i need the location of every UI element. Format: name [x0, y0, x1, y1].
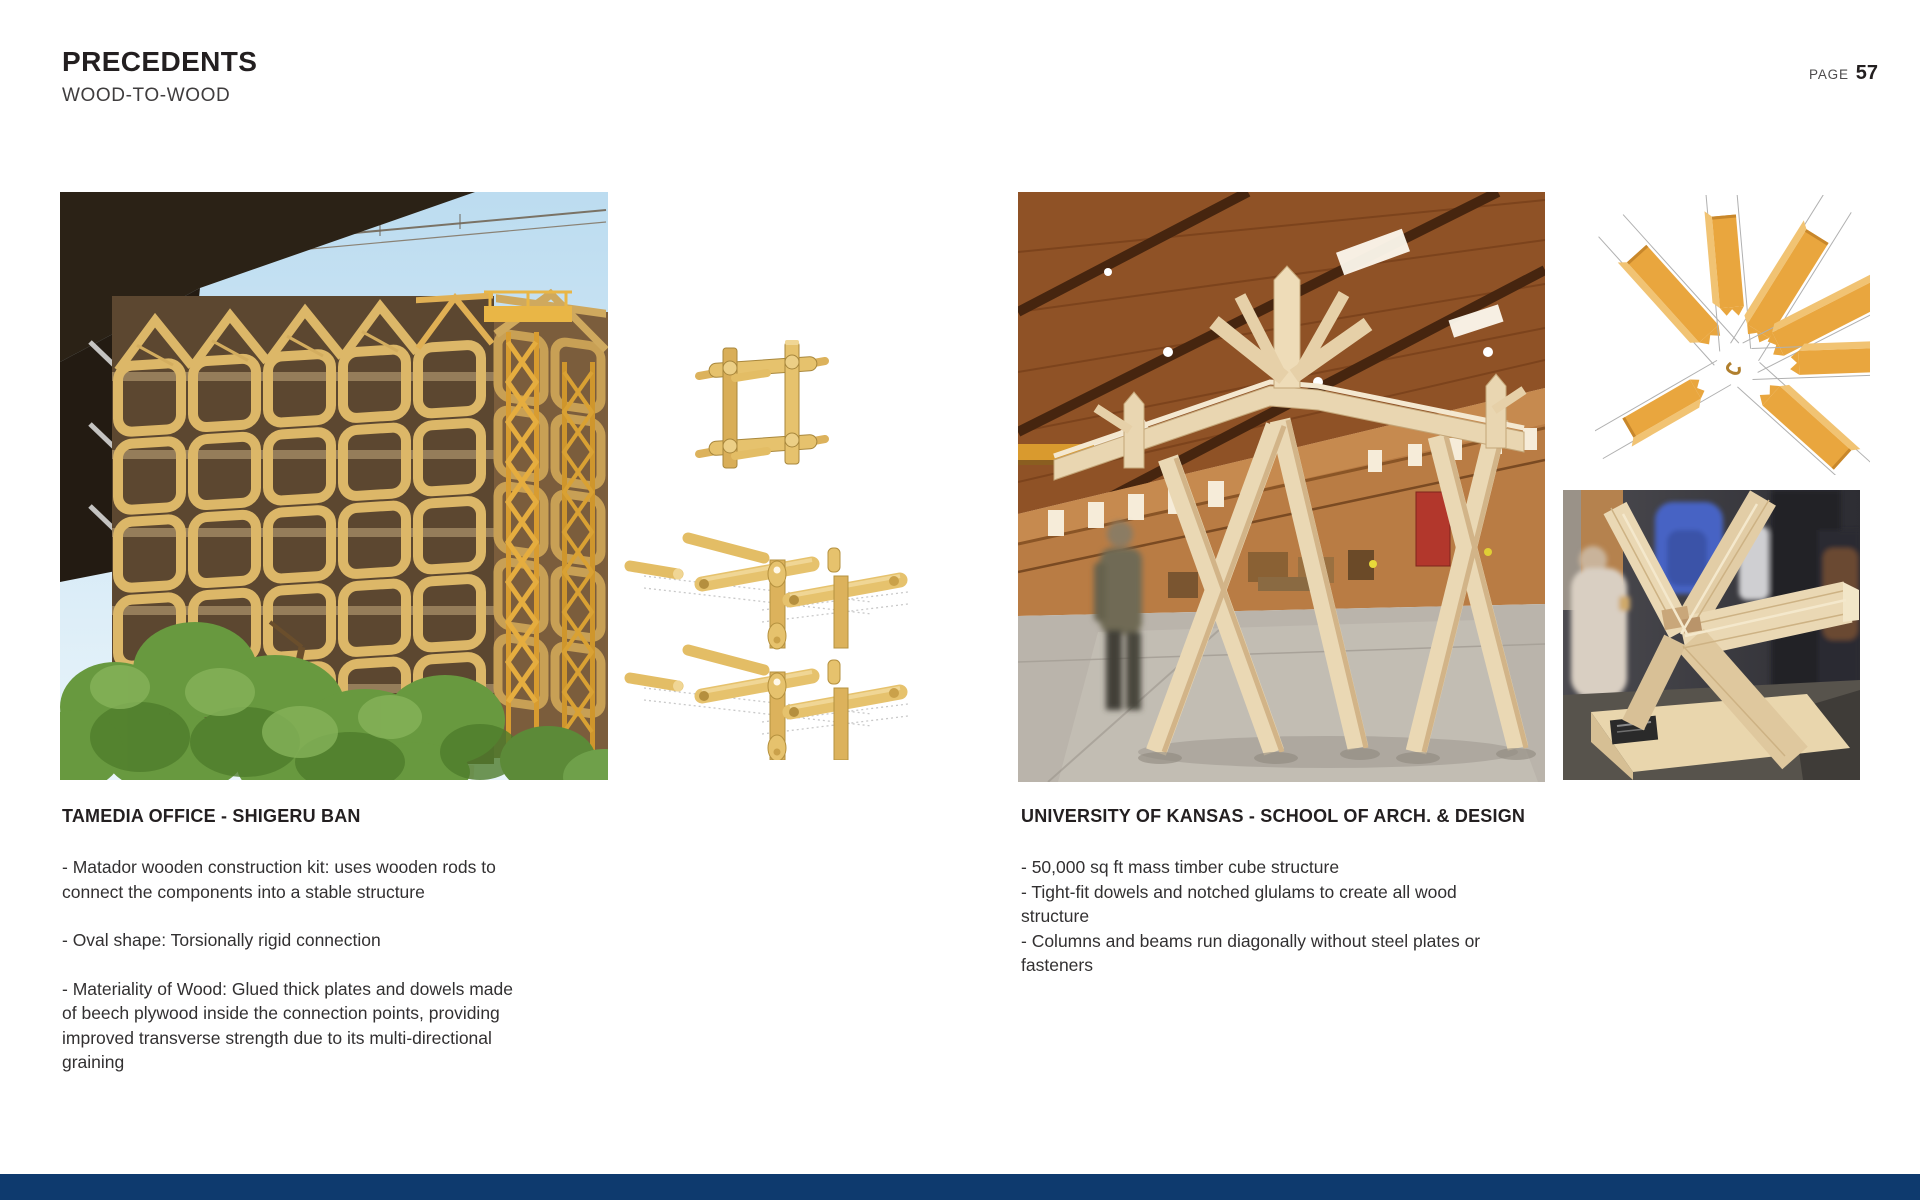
tamedia-bullet: - Matador wooden construction kit: uses wooden rods to connect the components into a stable structure	[62, 857, 496, 902]
wood-joint-assembled-diagram	[693, 340, 830, 475]
footer-bar	[0, 1174, 1920, 1200]
tamedia-photo-illustration	[60, 192, 608, 780]
header	[62, 46, 257, 107]
page-title: PRECEDENTS	[62, 46, 258, 77]
joint-exploded-illustration	[622, 518, 912, 760]
kansas-joint-exploded-diagram	[1595, 195, 1870, 475]
kansas-structure-photo	[1018, 192, 1545, 782]
joint-assembled-illustration	[693, 340, 830, 475]
page-number-label: PAGE	[1809, 67, 1849, 82]
tamedia-section	[62, 806, 532, 1099]
kansas-joint-model-photo	[1563, 490, 1860, 780]
kansas-section	[1021, 806, 1526, 978]
kansas-bullet: - Tight-fit dowels and notched glulams to create all wood structure	[1021, 881, 1457, 926]
tamedia-bullet: - Materiality of Wood: Glued thick plates and dowels made of beech plywood inside the connection points, providing improved transverse strength due to its multi-directional graining	[62, 978, 514, 1072]
kansas-photo-illustration	[1018, 192, 1545, 782]
kansas-heading: UNIVERSITY OF KANSAS - SCHOOL OF ARCH. & DESIGN	[1021, 806, 1526, 826]
page-subtitle: WOOD-TO-WOOD	[62, 85, 231, 106]
page-number	[1809, 62, 1878, 85]
tamedia-construction-photo	[60, 192, 608, 780]
joint-model-illustration	[1563, 490, 1860, 780]
page-number-value: 57	[1855, 62, 1878, 84]
kansas-bullet: - Columns and beams run diagonally without steel plates or fasteners	[1021, 930, 1481, 975]
tamedia-heading: TAMEDIA OFFICE - SHIGERU BAN	[62, 806, 361, 826]
joint-axon-illustration	[1595, 195, 1870, 475]
kansas-bullet: - 50,000 sq ft mass timber cube structure	[1021, 857, 1340, 877]
tamedia-bullet: - Oval shape: Torsionally rigid connection	[62, 930, 381, 950]
wood-joint-exploded-diagram	[622, 518, 912, 760]
